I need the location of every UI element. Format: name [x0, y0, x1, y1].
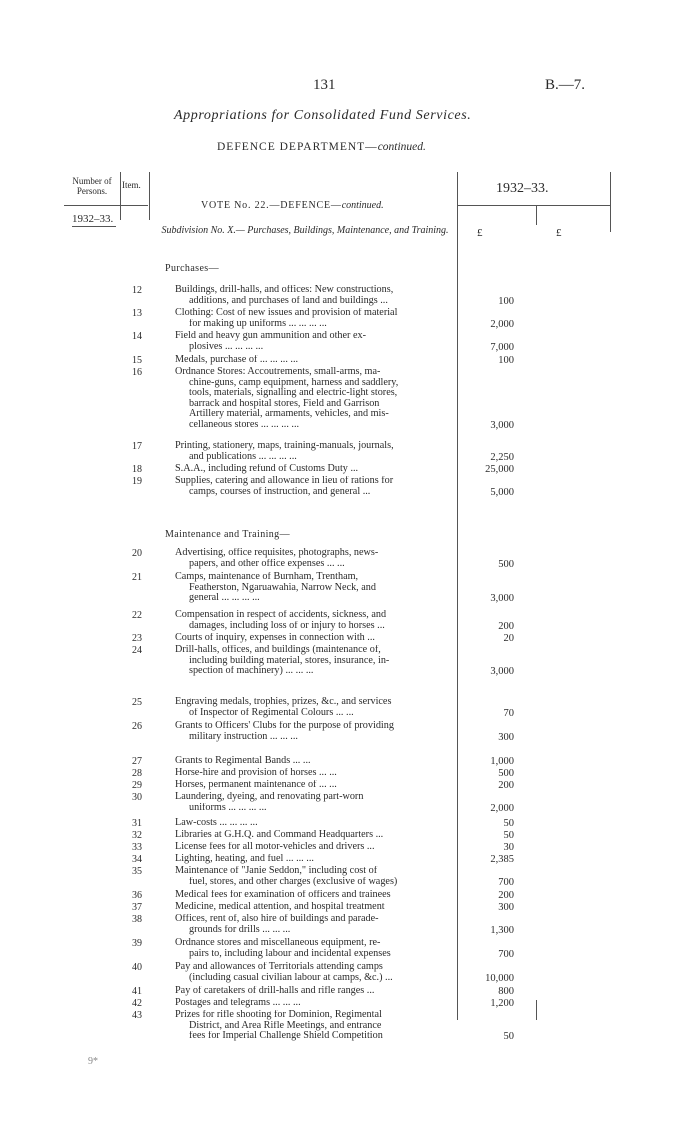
item-amount: 50	[503, 818, 514, 829]
item-description	[175, 756, 458, 767]
item-description	[175, 830, 458, 841]
description-line: Medicine, medical attention, and hospital treatment	[175, 902, 385, 912]
item-number: 17	[132, 441, 142, 452]
description-line: plosives ... ... ... ...	[189, 341, 264, 352]
description-line: Compensation in respect of accidents, sickness, and	[175, 610, 387, 620]
item-number: 38	[132, 914, 142, 925]
item-amount: 70	[503, 707, 514, 719]
item-amount: 2,250	[490, 451, 514, 463]
description-line: Lighting, heating, and fuel ... ... ...	[175, 854, 314, 864]
item-description	[175, 962, 458, 983]
description-line: Courts of inquiry, expenses in connection with ...	[175, 633, 375, 643]
description-line: (including casual civilian labour at camps, &c.) ...	[189, 972, 393, 983]
item-number: 15	[132, 355, 142, 366]
header-year: 1932–33.	[496, 181, 549, 196]
pound-symbol-col2: £	[556, 227, 562, 239]
description-line: Buildings, drill-halls, and offices: New constructions,	[175, 285, 394, 295]
page-footer-mark: 9*	[88, 1056, 98, 1067]
page-number: 131	[313, 77, 336, 93]
item-amount: 200	[498, 620, 514, 632]
item-amount: 25,000	[485, 464, 514, 475]
description-line: Postages and telegrams ... ... ...	[175, 998, 301, 1008]
item-amount: 5,000	[490, 486, 514, 498]
item-number: 13	[132, 308, 142, 319]
item-amount: 3,000	[490, 420, 514, 431]
item-description	[175, 854, 458, 865]
item-number: 33	[132, 842, 142, 853]
item-amount: 700	[498, 948, 514, 960]
item-description	[175, 548, 458, 569]
item-number: 36	[132, 890, 142, 901]
description-line: damages, including loss of or injury to horses ...	[189, 620, 385, 631]
item-amount: 200	[498, 780, 514, 791]
description-line: additions, and purchases of land and buildings ...	[189, 295, 388, 306]
description-line: chine-guns, camp equipment, harness and saddlery,	[189, 377, 399, 388]
item-description	[175, 986, 458, 997]
item-amount: 2,000	[490, 802, 514, 814]
item-amount: 200	[498, 890, 514, 901]
description-line: of Inspector of Regimental Colours ... ...	[189, 707, 354, 718]
item-number: 31	[132, 818, 142, 829]
page-title: Appropriations for Consolidated Fund Services.	[174, 108, 472, 123]
item-description	[175, 285, 458, 306]
item-amount: 2,000	[490, 318, 514, 330]
description-line: military instruction ... ... ...	[189, 731, 298, 742]
description-line: S.A.A., including refund of Customs Duty ...	[175, 464, 359, 474]
section-maintenance-training	[165, 529, 290, 540]
description-line: papers, and other office expenses ... ...	[189, 558, 345, 569]
item-description	[175, 572, 458, 604]
description-line: Advertising, office requisites, photographs, news-	[175, 548, 379, 558]
amount-column-rule	[536, 205, 537, 225]
item-number: 37	[132, 902, 142, 913]
item-number: 25	[132, 697, 142, 708]
item-amount: 300	[498, 902, 514, 913]
description-line: Offices, rent of, also hire of buildings and parade-	[175, 914, 379, 924]
item-amount: 500	[498, 768, 514, 779]
item-amount: 800	[498, 986, 514, 997]
description-line: general ... ... ... ...	[189, 593, 260, 604]
description-line: Ordnance Stores: Accoutrements, small-arms, ma-	[175, 367, 381, 377]
item-description	[175, 780, 458, 791]
item-description	[175, 645, 458, 677]
item-number: 22	[132, 610, 142, 621]
description-line: Pay of caretakers of drill-halls and rifle ranges ...	[175, 986, 375, 996]
item-amount: 7,000	[490, 341, 514, 353]
item-amount: 1,000	[490, 756, 514, 767]
section-maintenance-label: Maintenance and Training—	[165, 529, 290, 540]
item-description	[175, 355, 458, 366]
amount-column-rule-lower	[536, 1000, 537, 1020]
description-line: fuel, stores, and other charges (exclusive of wages)	[189, 876, 398, 887]
year-header-rule	[457, 205, 610, 206]
description-line: Field and heavy gun ammunition and other ex-	[175, 331, 366, 341]
description-line: District, and Area Rifle Meetings, and entrance	[189, 1020, 382, 1031]
item-number: 34	[132, 854, 142, 865]
item-number: 29	[132, 780, 142, 791]
item-description	[175, 633, 458, 644]
item-description	[175, 902, 458, 913]
description-line: Camps, maintenance of Burnham, Trentham,	[175, 572, 359, 582]
item-amount: 50	[503, 830, 514, 841]
description-line: cellaneous stores ... ... ... ...	[189, 419, 300, 430]
description-line: Pay and allowances of Territorials attending camps	[175, 962, 383, 972]
description-line: Laundering, dyeing, and renovating part-worn	[175, 792, 364, 802]
header-item: Item.	[122, 180, 141, 190]
item-description	[175, 914, 458, 935]
item-amount: 3,000	[490, 593, 514, 605]
vote-title: VOTE No. 22.—DEFENCE—	[201, 200, 342, 211]
description-line: fees for Imperial Challenge Shield Competition	[189, 1031, 383, 1042]
item-description	[175, 842, 458, 853]
item-amount: 100	[498, 295, 514, 307]
department-name: DEFENCE DEPARTMENT—	[217, 141, 378, 153]
item-number: 21	[132, 572, 142, 583]
header-number-of-persons: Number of Persons.	[72, 176, 112, 196]
description-line: Law-costs ... ... ... ...	[175, 818, 258, 828]
description-line: Libraries at G.H.Q. and Command Headquarters ...	[175, 830, 384, 840]
item-description	[175, 1010, 458, 1042]
section-purchases-label: Purchases—	[165, 263, 219, 274]
item-description	[175, 721, 458, 742]
item-amount: 500	[498, 558, 514, 570]
item-number: 43	[132, 1010, 142, 1021]
description-line: spection of machinery) ... ... ...	[189, 666, 314, 677]
description-line: Horse-hire and provision of horses ... ...	[175, 768, 337, 778]
description-line: Maintenance of "Janie Seddon," including cost of	[175, 866, 378, 876]
item-number: 27	[132, 756, 142, 767]
item-number: 23	[132, 633, 142, 644]
description-line: Engraving medals, trophies, prizes, &c., and services	[175, 697, 392, 707]
description-line: Clothing: Cost of new issues and provision of material	[175, 308, 398, 318]
description-line: Supplies, catering and allowance in lieu of rations for	[175, 476, 394, 486]
item-number: 42	[132, 998, 142, 1009]
description-line: Artillery material, armaments, vehicles, and mis-	[189, 409, 389, 420]
item-description	[175, 610, 458, 631]
persons-year: 1932–33.	[72, 213, 114, 225]
description-line: including building material, stores, insurance, in-	[189, 655, 390, 666]
year-underline	[72, 226, 116, 227]
item-number: 14	[132, 331, 142, 342]
item-description	[175, 768, 458, 779]
description-line: Grants to Regimental Bands ... ...	[175, 756, 311, 766]
item-number: 18	[132, 464, 142, 475]
description-line: License fees for all motor-vehicles and drivers ...	[175, 842, 375, 852]
pound-symbol-col1: £	[477, 227, 483, 239]
item-amount: 2,385	[490, 854, 514, 865]
item-description	[175, 476, 458, 497]
header-rule-left	[64, 205, 148, 206]
description-line: Horses, permanent maintenance of ... ...	[175, 780, 337, 790]
item-description	[175, 998, 458, 1009]
item-number: 24	[132, 645, 142, 656]
description-line: camps, courses of instruction, and general ...	[189, 486, 371, 497]
item-amount: 30	[503, 842, 514, 853]
item-amount: 3,000	[490, 666, 514, 678]
item-number: 28	[132, 768, 142, 779]
item-description	[175, 441, 458, 462]
vote-continued: continued.	[341, 200, 384, 211]
description-line: Featherston, Ngaruawahia, Narrow Neck, and	[189, 582, 376, 593]
item-description	[175, 464, 458, 475]
item-description	[175, 697, 458, 718]
item-amount: 300	[498, 731, 514, 743]
item-amount: 50	[503, 1031, 514, 1043]
description-line: grounds for drills ... ... ...	[189, 924, 291, 935]
description-line: tools, materials, signalling and electric-light stores,	[189, 388, 398, 399]
document-reference: B.—7.	[545, 77, 586, 93]
description-line: Drill-halls, offices, and buildings (maintenance of,	[175, 645, 381, 655]
item-number: 30	[132, 792, 142, 803]
department-heading	[217, 141, 426, 153]
subdivision-heading: Subdivision No. X.— Purchases, Buildings, Maintenance, and Training.	[161, 225, 449, 236]
description-line: pairs to, including labour and incidental expenses	[189, 948, 391, 959]
item-number: 32	[132, 830, 142, 841]
item-number: 16	[132, 367, 142, 378]
item-amount: 700	[498, 876, 514, 888]
description-line: for making up uniforms ... ... ... ...	[189, 318, 327, 329]
description-line: Prizes for rifle shooting for Dominion, Regimental	[175, 1010, 382, 1020]
vote-heading	[201, 200, 384, 211]
year-column-rule-right	[610, 172, 611, 232]
description-line: Ordnance stores and miscellaneous equipment, re-	[175, 938, 381, 948]
item-number: 26	[132, 721, 142, 732]
item-description	[175, 792, 458, 813]
item-number: 39	[132, 938, 142, 949]
item-number: 19	[132, 476, 142, 487]
item-description	[175, 890, 458, 901]
description-line: uniforms ... ... ... ...	[189, 802, 267, 813]
item-description	[175, 331, 458, 352]
item-number: 20	[132, 548, 142, 559]
item-description	[175, 367, 458, 431]
description-line: barrack and hospital stores, Field and Garrison	[189, 398, 380, 409]
item-number: 12	[132, 285, 142, 296]
description-line: Grants to Officers' Clubs for the purpose of providing	[175, 721, 394, 731]
item-amount: 1,300	[490, 924, 514, 936]
item-column-rule-right	[149, 172, 150, 220]
department-continued: continued.	[377, 141, 426, 153]
item-description	[175, 866, 458, 887]
item-amount: 10,000	[485, 972, 514, 984]
description-line: and publications ... ... ... ...	[189, 451, 297, 462]
item-column-rule-left	[120, 172, 121, 220]
item-amount: 1,200	[490, 998, 514, 1009]
description-line: Medical fees for examination of officers and trainees	[175, 890, 391, 900]
section-purchases	[165, 263, 219, 274]
item-description	[175, 938, 458, 959]
description-line: Printing, stationery, maps, training-manuals, journals,	[175, 441, 394, 451]
item-description	[175, 818, 458, 829]
item-amount: 100	[498, 355, 514, 366]
description-line: Medals, purchase of ... ... ... ...	[175, 355, 299, 365]
item-description	[175, 308, 458, 329]
item-number: 41	[132, 986, 142, 997]
item-amount: 20	[503, 633, 514, 644]
item-number: 40	[132, 962, 142, 973]
item-number: 35	[132, 866, 142, 877]
